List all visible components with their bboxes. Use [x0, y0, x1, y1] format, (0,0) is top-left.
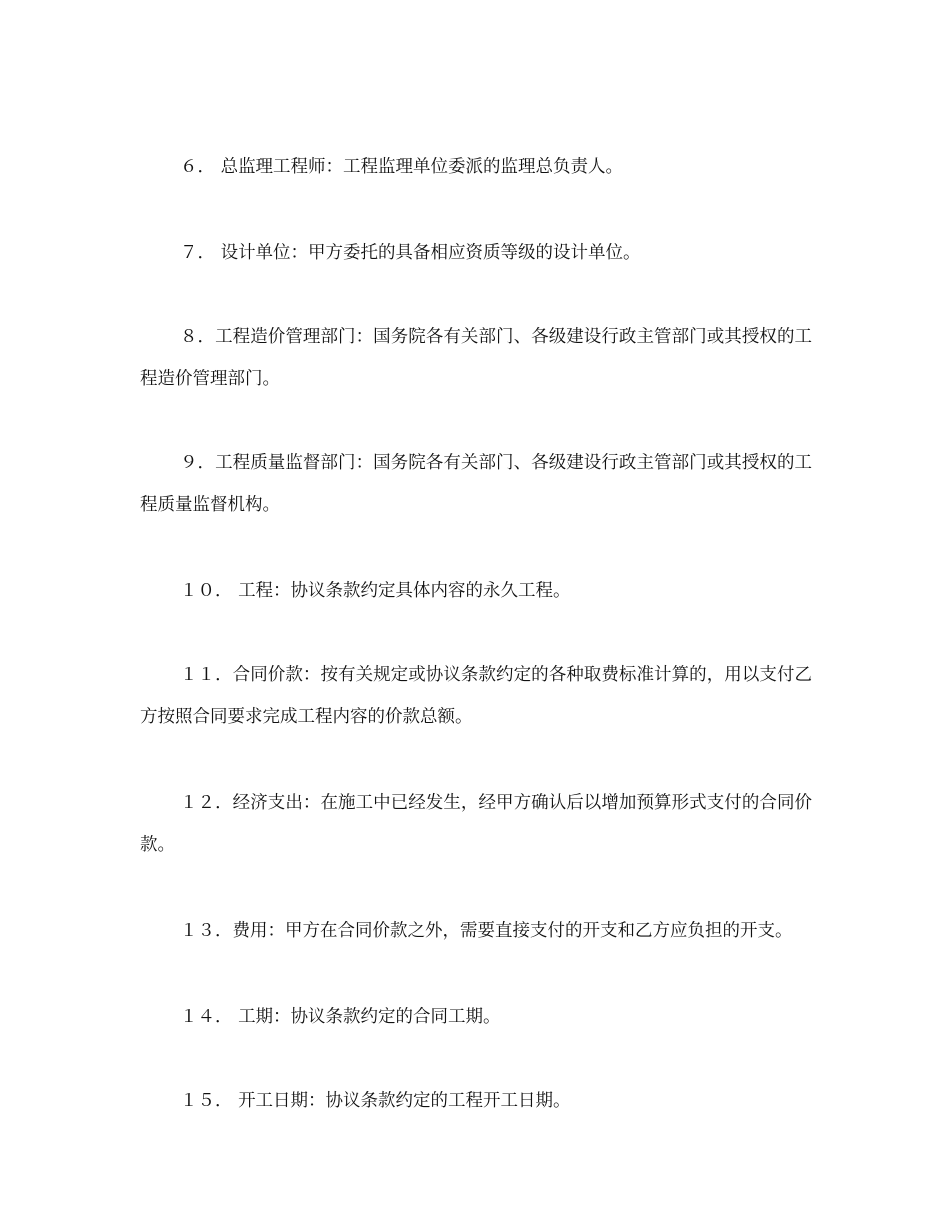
paragraph-item-6: ６． 总监理工程师：工程监理单位委派的监理总负责人。: [180, 157, 624, 177]
paragraph-item-7: ７． 设计单位：甲方委托的具备相应资质等级的设计单位。: [180, 243, 641, 263]
paragraph-item-8: ８．工程造价管理部门：国务院各有关部门、各级建设行政主管部门或其授权的工程造价管理部门。: [140, 327, 812, 389]
paragraph-item-12: １２．经济支出：在施工中已经发生，经甲方确认后以增加预算形式支付的合同价款。: [140, 793, 812, 855]
paragraph-item-15: １５． 开工日期：协议条款约定的工程开工日期。: [180, 1091, 571, 1111]
paragraph-item-13: １３．费用：甲方在合同价款之外，需要直接支付的开支和乙方应负担的开支。: [180, 921, 793, 941]
paragraph-item-9: ９．工程质量监督部门：国务院各有关部门、各级建设行政主管部门或其授权的工程质量监督机构。: [140, 453, 812, 515]
paragraph-item-14: １４． 工期：协议条款约定的合同工期。: [180, 1007, 501, 1027]
paragraph-item-10: １０． 工程：协议条款约定具体内容的永久工程。: [180, 581, 571, 601]
paragraph-item-11: １１．合同价款：按有关规定或协议条款约定的各种取费标准计算的，用以支付乙方按照合同要求完成工程内容的价款总额。: [140, 665, 812, 727]
